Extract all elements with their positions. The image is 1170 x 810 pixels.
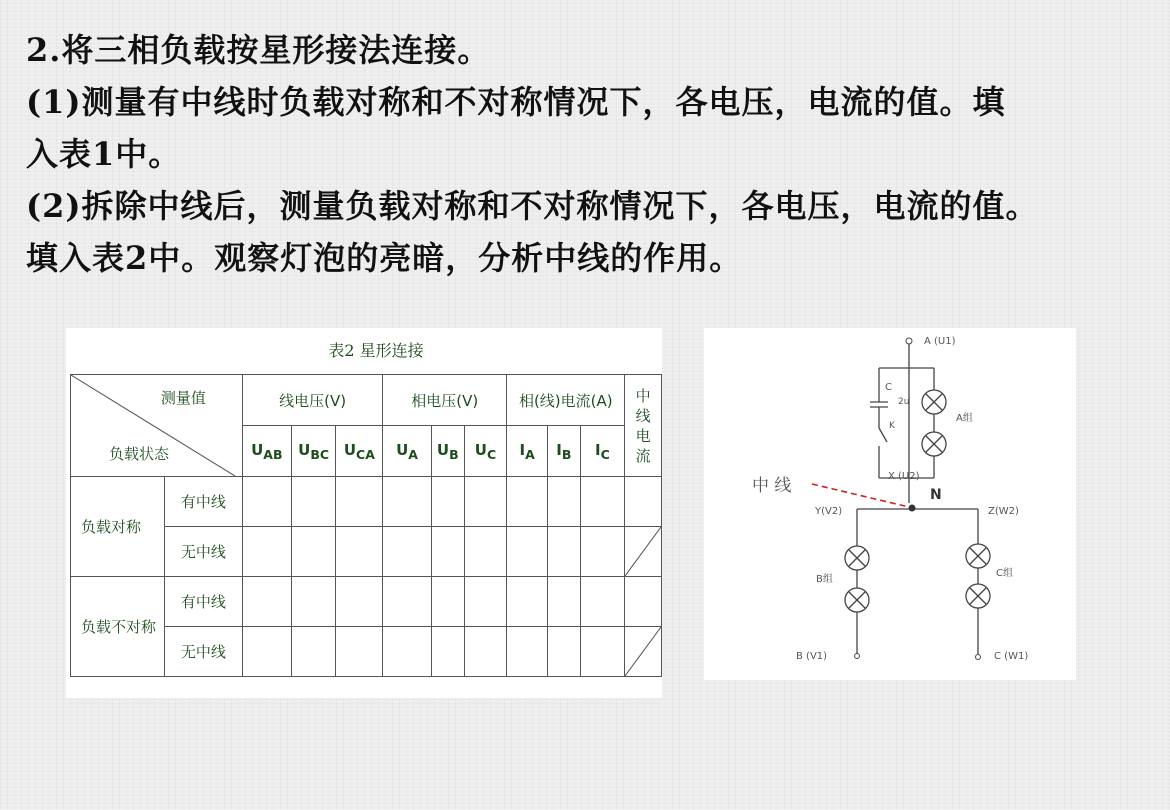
col-ua-sub: A [408, 446, 418, 462]
table-cell[interactable] [242, 627, 291, 677]
table-cell[interactable] [580, 477, 625, 527]
col-ib [547, 426, 580, 477]
label-neutral-line: 中 线 [752, 476, 792, 496]
table-cell[interactable] [336, 477, 383, 527]
table-cell[interactable] [291, 477, 336, 527]
table-cell[interactable] [383, 527, 432, 577]
col-ubc-sub: BC [310, 446, 330, 462]
instruction-line-1: 2.将三相负载按星形接法连接。 [26, 31, 491, 69]
table-cell[interactable] [242, 527, 291, 577]
lamp-icon [845, 546, 869, 570]
col-uab [242, 426, 291, 477]
table-cell[interactable] [625, 477, 662, 527]
table-cell[interactable] [580, 627, 625, 677]
table-cell[interactable] [507, 527, 548, 577]
table-cell[interactable] [464, 627, 507, 677]
header-phase-voltage: 相电压(V) [383, 375, 507, 426]
instruction-line-4: (2)拆除中线后，测量负载对称和不对称情况下，各电压，电流的值。 [26, 187, 1039, 225]
col-ua [383, 426, 432, 477]
label-group-b: B组 [816, 574, 833, 585]
col-ub-sub: B [449, 446, 459, 462]
instruction-line-3: 入表1中。 [26, 135, 182, 173]
label-x-terminal: X (U2) [888, 471, 920, 482]
label-capacitor: C [885, 382, 892, 393]
instruction-line-2: (1)测量有中线时负载对称和不对称情况下，各电压，电流的值。填 [26, 83, 1006, 121]
row-group-symmetric: 负载对称 [71, 477, 165, 577]
header-current: 相(线)电流(A) [507, 375, 625, 426]
label-group-c: C组 [996, 568, 1013, 579]
col-ib-base: I [556, 440, 562, 459]
table-cell[interactable] [431, 627, 464, 677]
table-cell[interactable] [291, 577, 336, 627]
col-uca-base: U [343, 440, 357, 459]
table-cell[interactable] [383, 477, 432, 527]
table-cell[interactable] [291, 527, 336, 577]
label-a-terminal: A (U1) [924, 336, 956, 347]
lamp-icon [922, 390, 946, 414]
measurement-table [70, 374, 662, 677]
neutral-node [909, 505, 916, 512]
table-cell[interactable] [383, 627, 432, 677]
col-uc [464, 426, 507, 477]
col-uc-sub: C [486, 446, 497, 462]
label-group-a: A组 [956, 413, 973, 424]
label-z-terminal: Z(W2) [988, 506, 1019, 517]
label-n: N [930, 487, 942, 503]
table-cell[interactable] [242, 577, 291, 627]
label-switch: K [889, 421, 895, 431]
col-ib-sub: B [561, 446, 572, 462]
lamp-icon [966, 544, 990, 568]
circuit-panel [704, 328, 1076, 680]
col-uc-base: U [474, 440, 487, 459]
crossed-out-cell [625, 627, 662, 677]
table-cell[interactable] [580, 527, 625, 577]
header-neutral-current-text: 中线电流 [635, 386, 651, 465]
header-neutral-current [625, 375, 662, 477]
cell-diagonal [625, 627, 661, 676]
table-cell[interactable] [291, 627, 336, 677]
table-cell[interactable] [547, 577, 580, 627]
table-caption: 表2 星形连接 [328, 341, 424, 360]
row-sym-with-neutral: 有中线 [164, 477, 242, 527]
col-ic-base: I [595, 440, 601, 459]
table-cell[interactable] [464, 477, 507, 527]
table-cell[interactable] [336, 527, 383, 577]
col-ic [580, 426, 625, 477]
col-ub-base: U [436, 440, 450, 459]
switch-k [879, 428, 887, 442]
instruction-line-5: 填入表2中。观察灯泡的亮暗，分析中线的作用。 [26, 239, 743, 277]
col-ia [507, 426, 548, 477]
table-cell[interactable] [464, 527, 507, 577]
lamp-icon [922, 432, 946, 456]
table-cell[interactable] [383, 577, 432, 627]
table-cell[interactable] [431, 477, 464, 527]
table-cell[interactable] [336, 577, 383, 627]
table-cell[interactable] [580, 577, 625, 627]
table-cell[interactable] [625, 577, 662, 627]
col-ubc-base: U [298, 440, 311, 459]
star-circuit-diagram [704, 328, 1076, 680]
col-ua-base: U [396, 440, 409, 459]
table-cell[interactable] [507, 627, 548, 677]
instruction-text [26, 24, 1146, 284]
table-cell[interactable] [547, 477, 580, 527]
col-ia-base: I [519, 440, 526, 459]
col-uca [336, 426, 383, 477]
col-uab-sub: AB [263, 446, 283, 462]
table-cell[interactable] [547, 527, 580, 577]
terminal-a [906, 338, 912, 344]
col-ia-sub: A [525, 446, 535, 462]
table-panel [66, 328, 662, 698]
label-y-terminal: Y(V2) [815, 506, 843, 517]
terminal-b [855, 654, 860, 659]
table-corner-cell [71, 375, 243, 477]
header-line-voltage: 线电压(V) [242, 375, 382, 426]
table-cell[interactable] [547, 627, 580, 677]
row-asym-with-neutral: 有中线 [164, 577, 242, 627]
table-cell[interactable] [507, 477, 548, 527]
row-asym-without-neutral: 无中线 [164, 627, 242, 677]
neutral-indicator-line [812, 484, 909, 507]
col-ubc [291, 426, 336, 477]
table-cell[interactable] [507, 577, 548, 627]
col-ic-sub: C [600, 446, 610, 462]
corner-top-label: 测量值 [160, 389, 206, 407]
col-uca-sub: CA [356, 446, 375, 462]
label-b-terminal: B (V1) [796, 651, 828, 662]
table-cell[interactable] [242, 477, 291, 527]
col-ub [431, 426, 464, 477]
terminal-c [976, 655, 981, 660]
row-sym-without-neutral: 无中线 [164, 527, 242, 577]
lamp-icon [845, 588, 869, 612]
table-cell[interactable] [431, 577, 464, 627]
table-cell[interactable] [336, 627, 383, 677]
label-capacitance: 2u [898, 397, 910, 407]
crossed-out-cell [625, 527, 662, 577]
table-cell[interactable] [431, 527, 464, 577]
label-c-terminal: C (W1) [994, 651, 1029, 662]
col-uab-base: U [251, 440, 264, 459]
cell-diagonal [625, 527, 661, 576]
row-group-asymmetric: 负载不对称 [71, 577, 165, 677]
corner-bottom-label: 负载状态 [109, 445, 170, 463]
lamp-icon [966, 584, 990, 608]
table-cell[interactable] [464, 577, 507, 627]
